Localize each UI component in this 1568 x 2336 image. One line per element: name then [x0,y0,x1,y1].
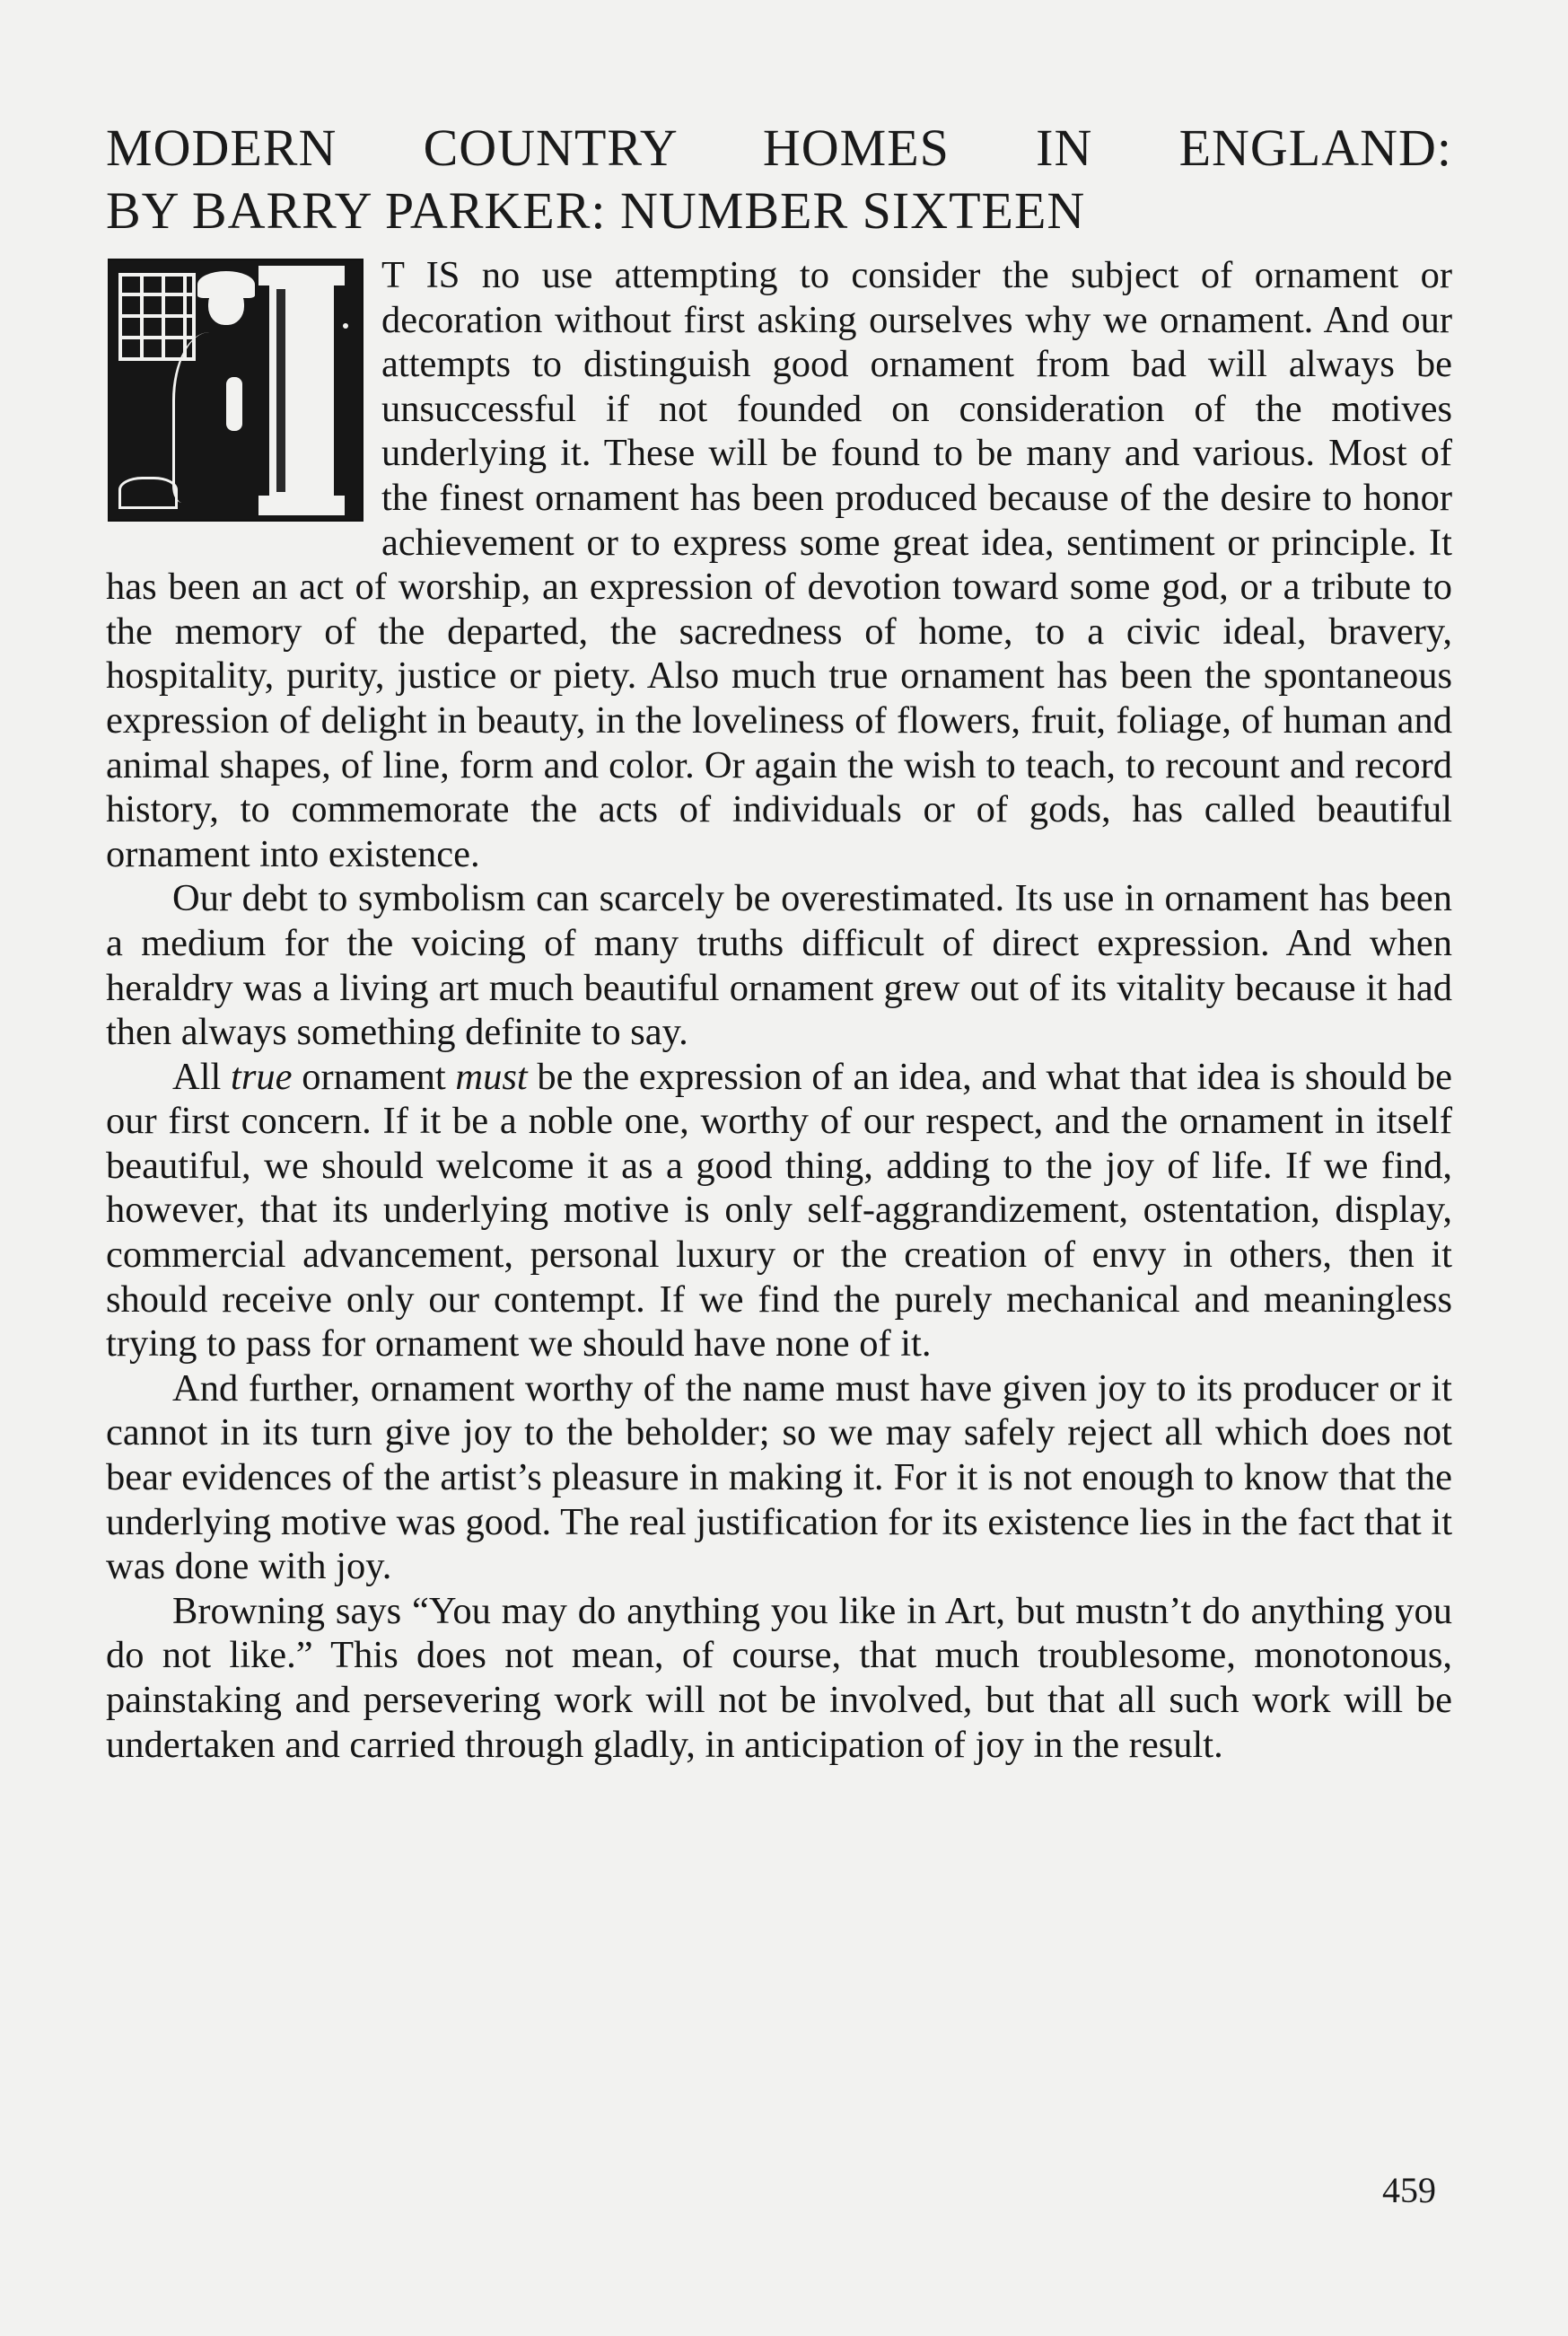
article-page [106,117,1452,1767]
figure-robe-illustration [172,332,265,503]
paragraph-text: Browning says “You may do anything you like in Art, but mustn’t do anything you do not like.” This does not mean, of course, that much troublesome, monotonous, painstaking and persevering work will not be involved, but that all such work will be undertaken and carried through gladly, in anticipation of joy in the result. [106,1589,1452,1766]
ornament-dot [343,323,348,329]
figure-head-illustration [208,284,244,325]
paragraph-text: be the expression of an idea, and what that idea is should be our first concern. If it be a noble one, worthy of our respect, and the ornament in itself beautiful, we should welcome it as a good thing, adding to the joy of life. If we find, however, that its underlying motive is only self-aggrandizement, ostentation, display, commercial advancement, personal luxury or the creation of envy in others, then it should receive only our contempt. If we find the purely mechanical and meaningless trying to pass for ornament we should have none of it. [106,1055,1453,1366]
decorative-initial-i-illustration [108,259,364,522]
article-body [106,253,1452,1767]
page-number: 459 [1382,2170,1436,2210]
paragraph-text: T IS no use attempting to consider the subject of ornament or decoration without first asking ourselves why we ornament. And our attempts to distinguish good ornament from bad will always be unsuccessful if not founded on consideration of the motives underlying it. These will be found to be many and various. Most of the finest ornament has been produced because of the desire to honor achievement or to express some great idea, sentiment or principle. It has been an act of worship, an expression of devotion toward some god, or a tribute to the memory of the departed, the sacredness of home, to a civic ideal, bravery, hospitality, purity, justice or piety. Also much true ornament has been the spontaneous expression of delight in beauty, in the loveliness of flowers, fruit, foliage, of human and animal shapes, of line, form and color. Or again the wish to teach, to recount and record history, to commemorate the acts of individuals or of gods, has called beautiful ornament into existence. [106,254,1452,875]
paragraph-text: Our debt to symbolism can scarcely be overestimated. Its use in ornament has been a medium for the voicing of many truths difficult of direct expression. And when heraldry was a living art much beautiful ornament grew out of its vitality because it had then always something definite to say. [106,877,1452,1054]
body-paragraph [106,1055,1452,1366]
paragraph-text: And further, ornament worthy of the name must have given joy to its producer or it cannot in its turn give joy to the beholder; so we may safely reject all which does not bear evidences of the artist’s pleasure in making it. For it is not enough to know that the underlying motive was good. The real justification for its existence lies in the fact that it was done with joy. [106,1366,1452,1588]
paragraph-text: ornament [292,1055,456,1098]
italic-emphasis: must [455,1055,528,1098]
figure-hand-illustration [226,377,242,431]
ground-ornament [118,477,178,509]
body-paragraph [106,876,1452,1054]
paragraph-text: All [172,1055,232,1098]
body-paragraph [106,1366,1452,1589]
dropcap-letter-shape [269,266,334,515]
title-line-1: MODERN COUNTRY HOMES IN ENGLAND: [106,119,1452,177]
article-title [106,117,1452,242]
lattice-window-illustration [118,273,196,361]
italic-emphasis: true [231,1055,293,1098]
title-line-2: BY BARRY PARKER: NUMBER SIXTEEN [106,181,1086,240]
body-paragraph [106,1589,1452,1767]
